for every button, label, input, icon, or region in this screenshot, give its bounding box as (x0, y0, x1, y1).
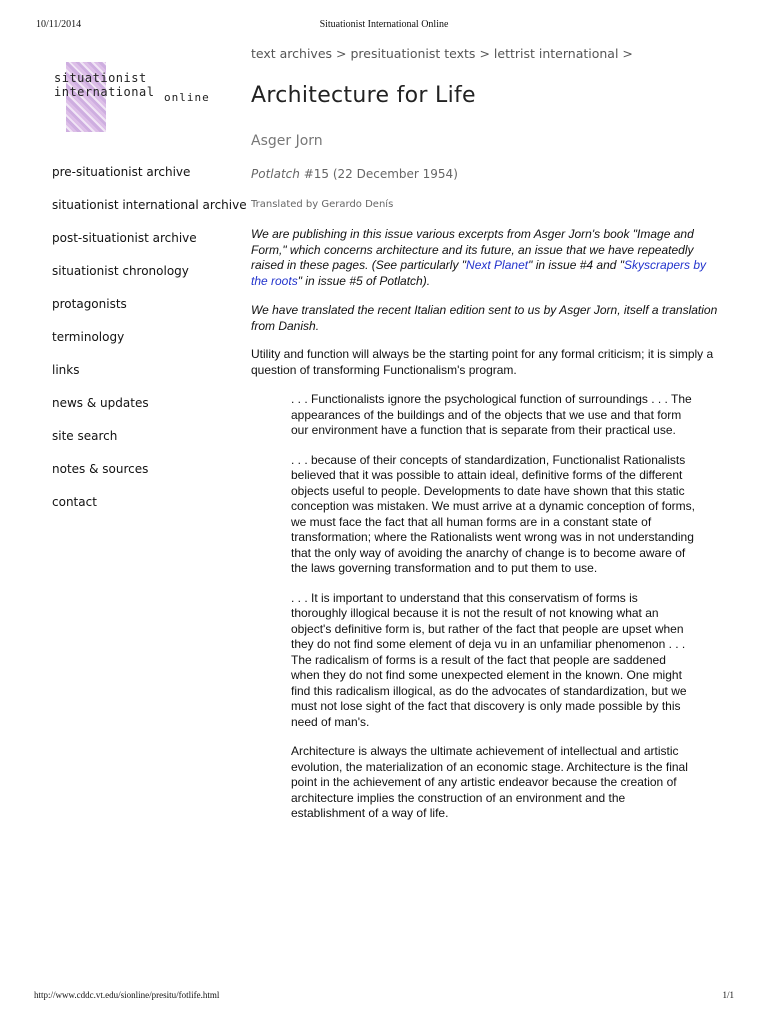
article-main (251, 46, 721, 822)
translator-credit: Translated by Gerardo Denís (251, 199, 394, 210)
link-skyscrapers-by-the-roots[interactable]: Skyscrapers by the roots (251, 258, 707, 288)
print-url: http://www.cddc.vt.edu/sionline/presitu/fotlife.html (34, 990, 220, 1000)
logo-text-line2: online (164, 91, 210, 104)
nav-news-updates[interactable]: news & updates (52, 396, 149, 410)
page-title: Architecture for Life (251, 83, 476, 108)
nav-situationist-international-archive[interactable]: situationist international archive (52, 198, 247, 212)
publication-name: Potlatch (251, 167, 300, 181)
nav-post-situationist-archive[interactable]: post-situationist archive (52, 231, 197, 245)
breadcrumb-lettrist-international[interactable]: lettrist international (493, 46, 619, 61)
nav-contact[interactable]: contact (52, 495, 97, 509)
nav-terminology[interactable]: terminology (52, 330, 125, 344)
author-name: Asger Jorn (251, 133, 323, 149)
print-page-number: 1/1 (722, 990, 734, 1000)
intro-paragraph (251, 227, 721, 289)
logo-text-line1: situationist international (54, 71, 155, 99)
sidebar-nav (52, 164, 247, 527)
nav-protagonists[interactable]: protagonists (52, 297, 127, 311)
blockquote-4: Architecture is always the ultimate achievement of intellectual and artistic evolution, the materialization of an economic stage. Architecture is the final point in the achievement of any artistic endeavor because the creation of architecture implies the construction of an environment and the establishment of a way of life. (291, 744, 688, 820)
intro-text: " in issue #4 and " (528, 258, 625, 272)
breadcrumb-presituationist-texts[interactable]: presituationist texts (350, 46, 476, 61)
breadcrumb-text-archives[interactable]: text archives (251, 46, 333, 61)
link-next-planet[interactable]: Next Planet (466, 258, 529, 272)
nav-notes-sources[interactable]: notes & sources (52, 462, 149, 476)
nav-links[interactable]: links (52, 363, 80, 377)
intro-text: We are publishing in this issue various excerpts from Asger Jorn's book "Image and Form," which concerns architecture and its future, an issue that we have repeatedly raised in these pages. (See particularly " (251, 227, 694, 272)
breadcrumb-separator: > (479, 46, 490, 61)
blockquote-2: . . . because of their concepts of standardization, Functionalist Rationalists believed that it was possible to attain ideal, definitive forms of the different objects useful to people. Developments to date have shown that this static conception was mistaken. We must arrive at a dynamic conception of forms, we must face the fact that all human forms are in a constant state of transformation; where the Rationalists went wrong was in not understanding that the only way of avoiding the anarchy of change is to become aware of the laws governing transformation and to put them to use. (291, 452, 695, 575)
publication-issue: #15 (22 December 1954) (299, 167, 458, 181)
blockquote-1: . . . Functionalists ignore the psychological function of surroundings . . . The appearances of the buildings and of the objects that we use and that form our environment have a function that is separate from their practical use. (291, 392, 692, 437)
print-header (0, 0, 768, 30)
intro-text: " in issue #5 of Potlatch). (297, 273, 431, 288)
nav-situationist-chronology[interactable]: situationist chronology (52, 264, 189, 278)
breadcrumb-separator: > (622, 46, 633, 61)
print-title: Situationist International Online (319, 19, 449, 30)
nav-pre-situationist-archive[interactable]: pre-situationist archive (52, 165, 191, 179)
body-paragraph: Utility and function will always be the starting point for any formal criticism; it is simply a question of transforming Functionalism's program. (251, 347, 714, 377)
nav-site-search[interactable]: site search (52, 429, 118, 443)
blockquote-3: . . . It is important to understand that this conservatism of forms is thoroughly illogical because it is not the result of not knowing what an object's definitive form is, but rather of the fact that people are upset when they do not find some element of deja vu in an unfamiliar phenomenon . . . The radicalism of forms is a result of the fact that people are saddened when they do not find some unexpected element in the known. One might find this radicalism illogical, as do the advocates of standardization, but we must not lose sight of the fact that discovery is only made possible by this need of man's. (291, 590, 687, 729)
breadcrumb (251, 46, 721, 61)
breadcrumb-separator: > (336, 46, 347, 61)
print-date: 10/11/2014 (36, 19, 82, 30)
site-logo[interactable] (54, 62, 244, 136)
publication-info (251, 167, 721, 181)
translation-note: We have translated the recent Italian edition sent to us by Asger Jorn, itself a translation from Danish. (251, 303, 718, 333)
